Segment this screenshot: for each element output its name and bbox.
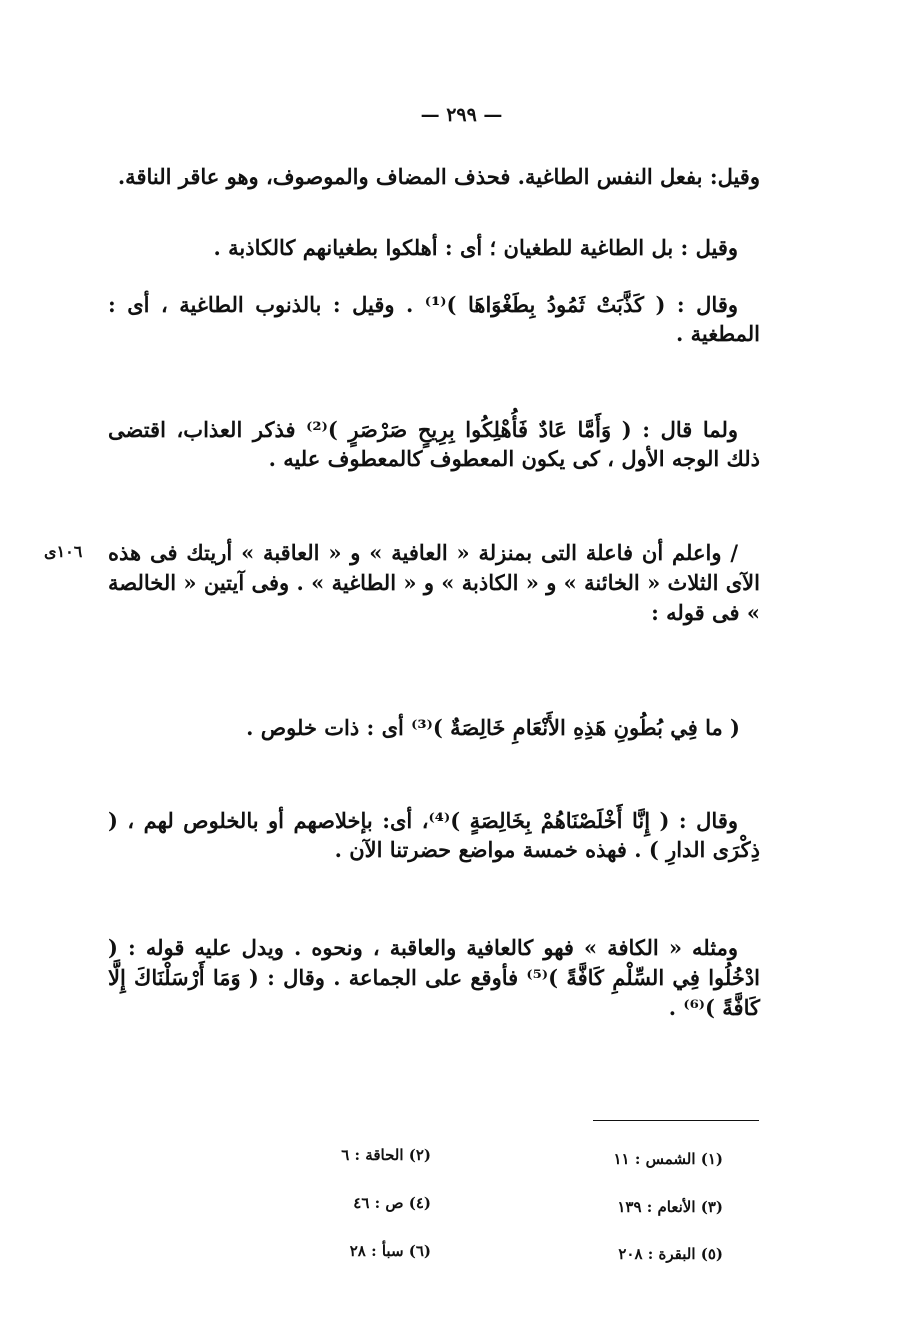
margin-note: ١٠٦ى: [44, 542, 83, 561]
quote-line: ( ما فِي بُطُونِ هَذِهِ الأَنْعَامِ خَالِصَةٌ )⁽³⁾ أى : ذات خلوص .: [246, 715, 740, 740]
footnote-2: (٢) الحاقة : ٦: [341, 1146, 431, 1164]
footnote-1: (١) الشمس : ١١: [613, 1150, 723, 1168]
paragraph-5: / واعلم أن فاعلة التى بمنزلة « العافية » و « العاقبة » أريتك فى هذه الآى الثلاث « الخائنة » و « الكاذبة » و « الطاغية » . وفى آيتين « الخالصة » فى قوله :: [108, 540, 760, 625]
paragraph-1: وقيل: بفعل النفس الطاغية. فحذف المضاف والموصوف، وهو عاقر الناقة.: [117, 164, 760, 189]
footnote-4: (٤) ص : ٤٦: [353, 1194, 431, 1212]
paragraph-3: وقال : ( كَذَّبَتْ ثَمُودُ بِطَغْوَاهَا )⁽¹⁾ . وقيل : بالذنوب الطاغية ، أى : المطغية .: [108, 292, 760, 346]
paragraph-2: وقيل : بل الطاغية للطغيان ؛ أى : أهلكوا بطغيانهم كالكاذبة .: [213, 235, 738, 260]
paragraph-6: وقال : ( إِنَّا أَخْلَصْنَاهُمْ بِخَالِصَةٍ )⁽⁴⁾، أى: بإخلاصهم أو بالخلوص لهم ، ( ذِكْرَى الدارِ ) . فهذه خمسة مواضع حضرتنا الآن .: [108, 808, 760, 862]
footnote-6: (٦) سبأ : ٢٨: [349, 1242, 431, 1260]
paragraph-4: ولما قال : ( وَأَمَّا عَادٌ فَأُهْلِكُوا بِرِيحٍ صَرْصَرٍ )⁽²⁾ فذكر العذاب، اقتضى ذلك الوجه الأول ، كى يكون المعطوف كالمعطوف عليه .: [108, 417, 760, 471]
page-number: — ٢٩٩ —: [420, 104, 503, 126]
footnote-5: (٥) البقرة : ٢٠٨: [618, 1245, 723, 1263]
paragraph-7: ومثله « الكافة » فهو كالعافية والعاقبة ، ونحوه . ويدل عليه قوله : ( ادْخُلُوا فِي السِّلْمِ كَافَّةً )⁽⁵⁾ فأوقع على الجماعة . وقال : ( وَمَا أَرْسَلْنَاكَ إِلَّا كَافَّةً )⁽⁶⁾ .: [108, 935, 761, 1020]
footnote-rule: [593, 1120, 759, 1121]
footnote-3: (٣) الأنعام : ١٣٩: [617, 1198, 723, 1216]
